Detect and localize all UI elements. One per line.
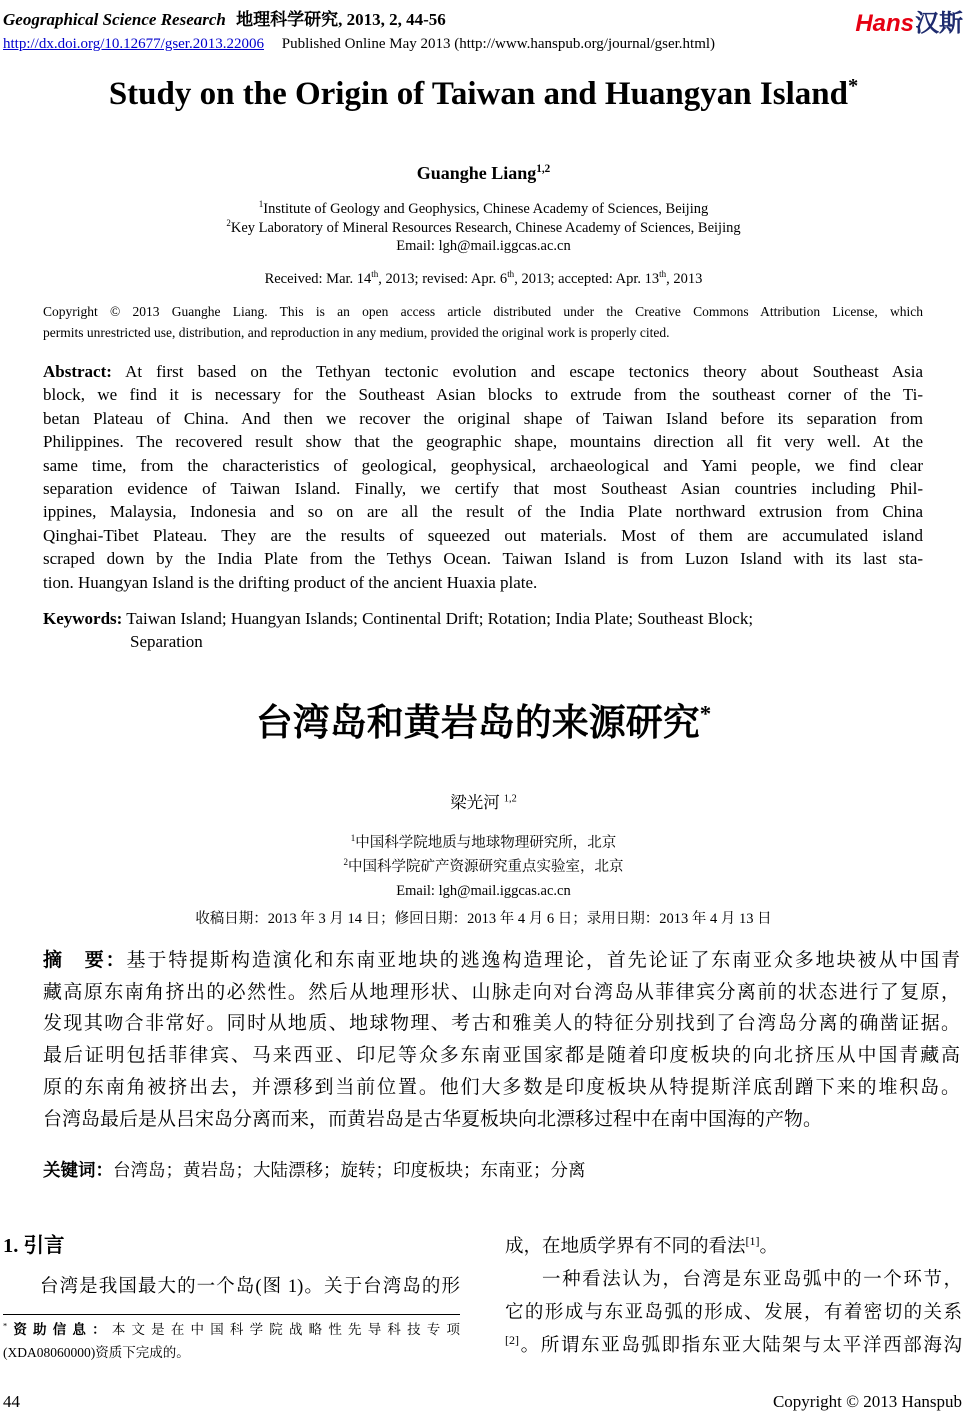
affiliation-cn-sup: 2 [343,857,348,868]
section-columns [3,1228,962,1364]
abstract-line [43,360,923,383]
affiliation-text: Institute of Geology and Geophysics, Chinese Academy of Sciences, Beijing [263,201,709,217]
article-title [0,76,967,113]
abstract-line: separation evidence of Taiwan Island. Finally, we certify that most Southeast Asian countries including Phil- [43,479,923,499]
hans-logo [855,3,963,38]
abstract-line: Qinghai-Tibet Plateau. They are the results of squeezed out materials. Most of them are accumulated island [43,525,923,545]
abstract-cn-line: 台湾岛最后是从吕宋岛分离而来，而黄岩岛是古华夏板块向北漂移过程中在南中国海的产物。 [43,1108,823,1130]
affiliations-block [0,200,967,256]
abstract-cn-block [43,945,960,1135]
keywords-block [43,607,923,654]
author-name-cn-text: 梁光河 [450,793,500,812]
article-title-cn [0,692,967,746]
copyright-notice [43,301,923,343]
footer-copyright: Copyright © 2013 Hanspub [772,1392,962,1411]
author-name-text: Guanghe Liang [416,163,537,183]
paragraph-text: 。 [759,1237,779,1257]
email-cn-line: Email: lgh@mail.iggcas.ac.cn [396,883,571,899]
section-heading [3,1228,460,1258]
paragraph-line: 台湾是我国最大的一个岛(图 1)。关于台湾岛的形 [40,1277,460,1297]
author-affiliation-sup: 1,2 [536,163,551,175]
received-text: , 2013 [666,271,703,287]
ordinal-sup: th [659,269,667,280]
left-column [3,1228,460,1364]
email-line: Email: lgh@mail.iggcas.ac.cn [396,238,571,254]
keywords-cn-text: 台湾岛；黄岩岛；大陆漂移；旋转；印度板块；东南亚；分离 [113,1160,586,1180]
published-info: Published Online May 2013 (http://www.hanspub.org/journal/gser.html) [281,36,716,52]
received-line [0,271,967,288]
footnote-mark: * [3,1321,8,1331]
footnote-line [3,1319,460,1342]
affiliation-sup: 2 [226,217,231,228]
hans-logo-cn: 汉斯 [915,10,963,37]
abstract-label: Abstract: [43,362,112,381]
title-footnote-mark: * [847,75,859,97]
abstract-line: betan Plateau of China. And then we recover the original shape of Taiwan Island before its separation from [43,408,923,428]
ordinal-sup: th [507,269,515,280]
abstract-line: scraped down by the India Plate from the Tethys Ocean. Taiwan Island is from Luzon Island with its last sta- [43,549,923,569]
keywords-text: Taiwan Island; Huangyan Islands; Continental Drift; Rotation; India Plate; Southeast Block; [126,609,754,628]
abstract-cn-line [43,945,960,977]
right-column [505,1228,962,1364]
author-name [0,163,967,184]
ordinal-sup: th [371,269,379,280]
paragraph-line: 一种看法认为，台湾是东亚岛弧中的一个环节， [542,1270,962,1290]
article-title-text: Study on the Origin of Taiwan and Huangyan Island [108,76,848,112]
abstract-line: ippines, Malaysia, Indonesia and so on are all the result of the India Plate northward extrusion from China [43,502,923,522]
abstract-line: same time, from the characteristics of geological, geophysical, archaeological and Yami people, we find clear [43,455,923,475]
section-heading-text: 1. 引言 [3,1235,65,1257]
affiliation-text: Key Laboratory of Mineral Resources Research, Chinese Academy of Sciences, Beijing [230,219,741,236]
abstract-line: Philippines. The recovered result show that the geographic shape, mountains direction all fit very well. At the [43,432,923,452]
paragraph-line [505,1330,962,1363]
abstract-cn-text: 基于特提斯构造演化和东南亚地块的逃逸构造理论，首先论证了东南亚众多地块被从中国青 [126,950,960,971]
affiliation-cn-line [0,831,967,855]
footnote-line: (XDA08060000)资质下完成的。 [3,1344,190,1360]
page-number: 44 [3,1392,20,1411]
author-name-cn [0,789,967,813]
received-text: Received: Mar. 14 [264,271,372,287]
author-cn-affiliation-sup: 1,2 [503,793,517,805]
affiliation-cn-line [0,855,967,879]
hans-logo-latin: Hans [855,10,914,37]
paragraph-line [505,1231,962,1264]
reference-marker: [2] [505,1332,519,1347]
abstract-text: At first based on the Tethyan tectonic evolution and escape tectonics theory about Southeast Asia [125,362,923,381]
abstract-line: tion. Huangyan Island is the drifting product of the ancient Huaxia plate. [43,572,538,592]
journal-title-cn: 地理科学研究, 2013, 2, 44-56 [236,10,446,29]
abstract-line: block, we find it is necessary for the Southeast Asian blocks to extrude from the southeast corner of the Ti- [43,385,923,405]
paragraph-text: 成，在地质学界有不同的看法 [505,1237,746,1257]
footnote-block [3,1319,460,1364]
affiliation-sup: 1 [258,199,264,210]
keywords-line: Separation [130,632,203,652]
footnote-text: 本文是在中国科学院战略性先导科技专项 [111,1322,460,1337]
article-title-cn-text: 台湾岛和黄岩岛的来源研究 [255,702,700,743]
affiliation-line [0,200,967,219]
abstract-cn-line: 藏高原东南角挤出的必然性。然后从地理形状、山脉走向对台湾岛从菲律宾分离前的状态进行了复原， [43,981,960,1003]
received-cn-line: 收稿日期：2013 年 3 月 14 日；修回日期：2013 年 4 月 6 日；录用日期：2013 年 4 月 13 日 [195,911,772,927]
journal-title: Geographical Science Research [3,10,226,29]
affiliations-cn-block [0,831,967,903]
title-cn-footnote-mark: * [699,701,712,727]
keywords-cn-block [43,1157,960,1182]
paragraph-text: 。所谓东亚岛弧即指东亚大陆架与太平洋西部海沟 [519,1336,962,1356]
abstract-cn-line: 最后证明包括菲律宾、马来西亚、印尼等众多东南亚国家都是随着印度板块的向北挤压从中国青藏高 [43,1045,960,1067]
doi-link[interactable]: http://dx.doi.org/10.12677/gser.2013.22006 [3,36,264,52]
affiliation-cn-text: 中国科学院矿产资源研究重点实验室，北京 [348,859,624,875]
doi-line [3,36,963,53]
received-text: , 2013; revised: Apr. 6 [378,271,508,287]
affiliation-cn-sup: 1 [350,833,356,844]
keywords-line [43,607,923,630]
received-text: , 2013; accepted: Apr. 13 [514,271,660,287]
footnote-divider [3,1314,460,1315]
affiliation-line [0,219,967,238]
journal-header-line [3,5,963,37]
page-header [3,5,963,53]
reference-marker: [1] [745,1233,760,1248]
paragraph-line: 它的形成与东亚岛弧的形成、发展，有着密切的关系 [505,1303,962,1323]
footnote-label: 资助信息： [7,1322,112,1337]
copyright-line: Copyright © 2013 Guanghe Liang. This is an open access article distributed under the Creative Commons Attribution License, which [43,304,923,319]
keywords-cn-label: 关键词： [43,1160,113,1180]
affiliation-cn-text: 中国科学院地质与地球物理研究所，北京 [355,835,617,851]
abstract-cn-line: 发现其吻合非常好。同时从地质、地球物理、考古和雅美人的特征分别找到了台湾岛分离的确凿证据。 [43,1013,960,1035]
copyright-line: permits unrestricted use, distribution, and reproduction in any medium, provided the original work is properly cited. [43,325,670,340]
keywords-label: Keywords: [43,609,123,628]
abstract-block [43,360,923,594]
abstract-cn-line: 原的东南角被挤出去，并漂移到当前位置。他们大多数是印度板块从特提斯洋底刮蹭下来的堆积岛。 [43,1076,960,1098]
abstract-cn-label: 摘 要： [43,950,127,971]
